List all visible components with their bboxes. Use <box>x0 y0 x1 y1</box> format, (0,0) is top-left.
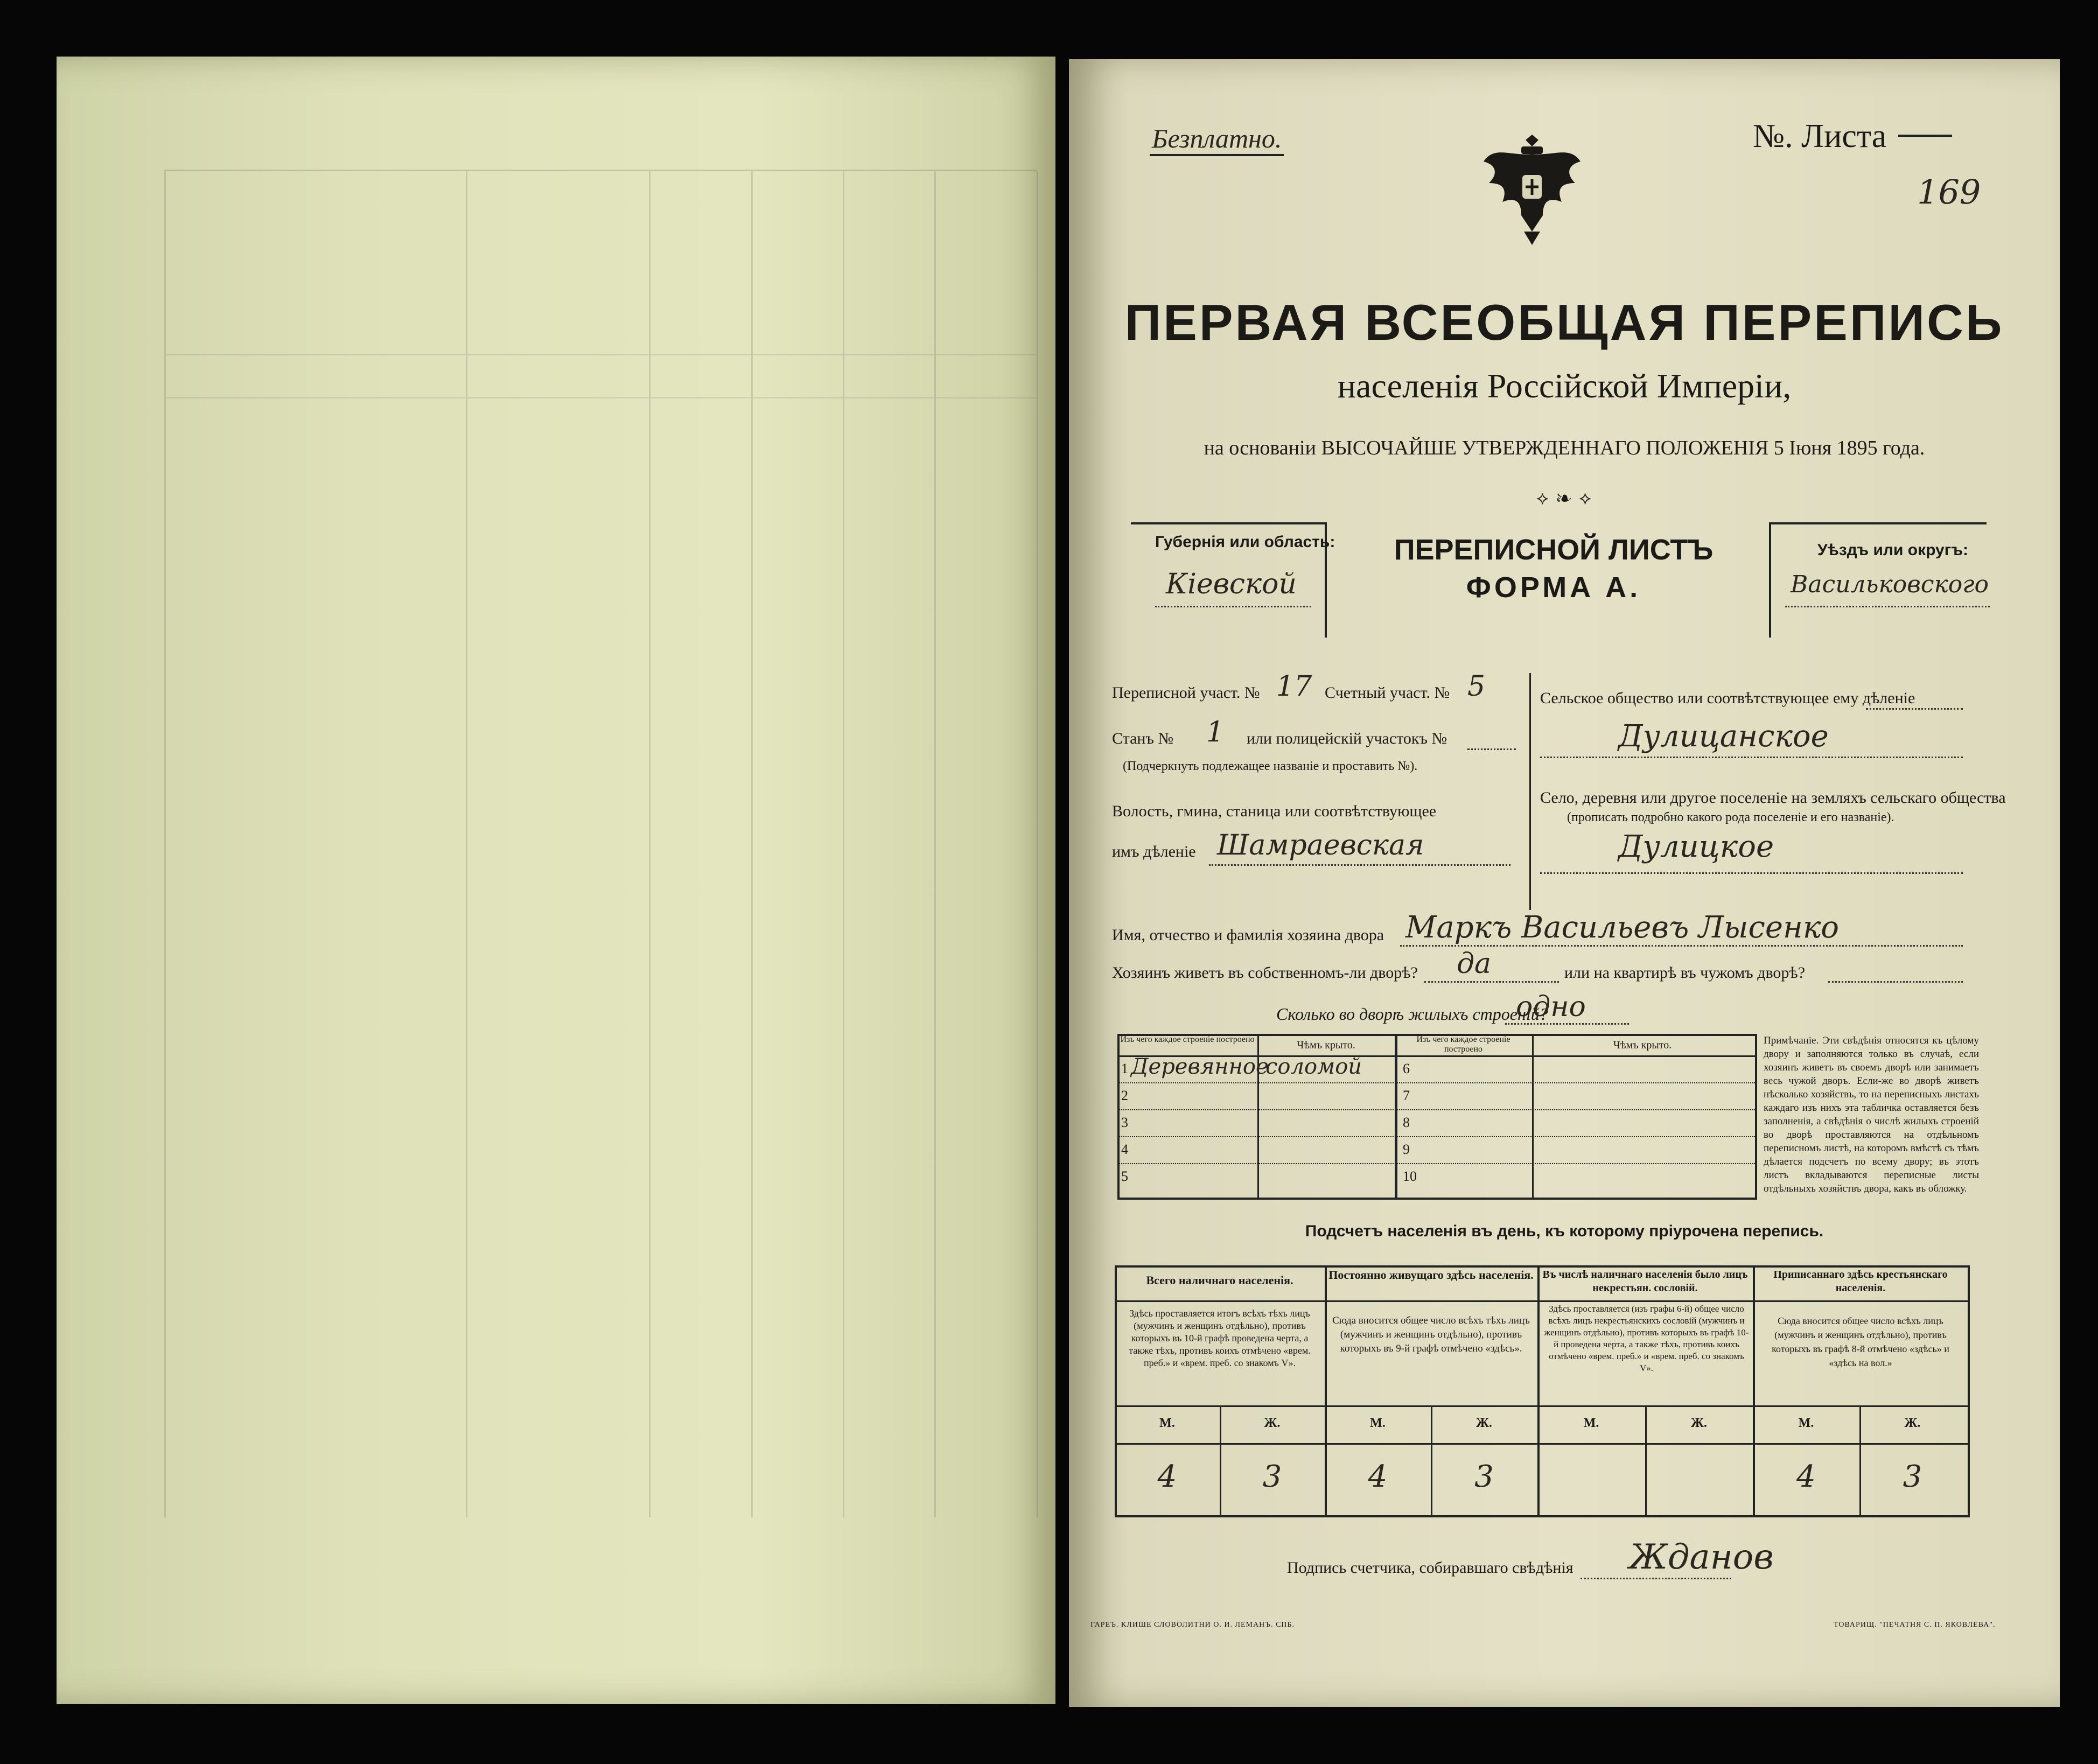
zh-label: Ж. <box>1476 1416 1492 1430</box>
owner-name-label: Имя, отчество и фамилія хозяина двора <box>1112 926 1384 944</box>
tally-col-2-m: 4 <box>1368 1459 1388 1494</box>
m-label: М. <box>1370 1416 1386 1430</box>
m-label: М. <box>1583 1416 1599 1430</box>
census-district-label: Переписной участ. № <box>1112 684 1260 702</box>
form-subtitle: населенія Россійской Имперіи, <box>1337 367 1792 405</box>
volost-label-2: имъ дѣленіе <box>1112 843 1196 860</box>
row-number: 5 <box>1121 1168 1128 1184</box>
buildings-note: Примѣчаніе. Эти свѣдѣнія относятся къ цѣлому двору и заполняются только въ случаѣ, если хозяинъ живетъ въ своемъ дворѣ или занимаетъ весь чужой дворъ. Если-же во дворѣ живетъ нѣсколько хозяйствъ, то на переписныхъ листахъ каждаго изъ нихъ эта табличка оставляется безъ заполненія, а свѣдѣнія о числѣ жилыхъ строеній во дворѣ проставляются на отдѣльномъ переписномъ листѣ, на которомъ вмѣстѣ съ тѣмъ дѣлается подсчетъ по всему двору; въ этотъ листъ вкладываются переписные листы отдѣльныхъ хозяйствъ двора, какъ въ обложку. <box>1764 1035 1979 1194</box>
tally-col-1-head: Всего наличнаго населенія. <box>1146 1273 1293 1287</box>
tally-col-4-zh: 3 <box>1903 1459 1922 1494</box>
row-material: Деревянное <box>1131 1054 1269 1079</box>
tally-col-4-desc: Сюда вносится общее число всѣхъ лицъ (мужчинъ и женщинъ отдѣльно), противъ которыхъ въ графѣ 8-й отмѣчено «здѣсь» и «здѣсь на вол.» <box>1772 1315 1949 1368</box>
left-imprint: ГАРЕЪ. КЛИШЕ СЛОВОЛИТНИ О. И. ЛЕМАНЪ. СПБ. <box>1090 1621 1295 1629</box>
buildings-count-value: одно <box>1516 991 1586 1023</box>
tally-col-3-head: Въ числѣ наличнаго населенія было лицъ некрестьян. сословій. <box>1542 1269 1748 1294</box>
row-number: 10 <box>1403 1168 1417 1184</box>
right-imprint: ТОВАРИЩ. "ПЕЧАТНЯ С. П. ЯКОВЛЕВА". <box>1834 1621 1996 1629</box>
signature-label: Подпись счетчика, собиравшаго свѣдѣнія <box>1287 1559 1574 1577</box>
row-number: 8 <box>1403 1115 1410 1130</box>
ornament-divider: ⟡ ❧ ⟡ <box>1536 487 1592 509</box>
left-page <box>57 57 1055 1704</box>
sheet-number-label: №. Листа <box>1753 118 1887 155</box>
village-label: Село, деревня или другое поселеніе на земляхъ сельскаго общества <box>1540 789 2006 807</box>
underline-note: (Подчеркнуть подлежащее названіе и проставить №). <box>1123 759 1418 773</box>
form-main-title: ПЕРВАЯ ВСЕОБЩАЯ ПЕРЕПИСЬ <box>1124 294 2004 351</box>
roof-column-header-2: Чѣмъ крыто. <box>1613 1039 1672 1051</box>
row-number: 1 <box>1121 1061 1128 1076</box>
free-label: Безплатно. <box>1150 123 1284 156</box>
tally-col-1-zh: 3 <box>1262 1459 1282 1494</box>
gubernia-value: Кіевской <box>1166 568 1297 600</box>
sheet-number-value: 169 <box>1917 172 1981 212</box>
zh-label: Ж. <box>1691 1416 1707 1430</box>
tally-col-1-desc: Здѣсь проставляется итогъ всѣхъ тѣхъ лицъ (мужчинъ и женщинъ отдѣльно), противъ которыхъ въ 10-й графѣ проведена черта, а также тѣхъ, противъ коихъ отмѣчено «врем. преб.» и «врем. преб. со знакомъ V». <box>1129 1308 1311 1368</box>
row-number: 7 <box>1403 1088 1410 1103</box>
society-label: Сельское общество или соотвѣтствующее ему дѣленіе <box>1540 689 1915 707</box>
tally-col-2-head: Постоянно живущаго здѣсь населенія. <box>1328 1268 1534 1282</box>
enumerator-signature: Жданов <box>1629 1537 1774 1577</box>
police-district-label: или полицейскій участокъ № <box>1247 730 1447 747</box>
tally-title: Подсчетъ населенія въ день, къ которому пріурочена перепись. <box>1305 1222 1824 1240</box>
bleed-through-grid <box>164 170 1037 1517</box>
volost-label: Волость, гмина, станица или соотвѣтствующее <box>1112 802 1437 820</box>
tally-col-2-zh: 3 <box>1474 1459 1494 1494</box>
buildings-count-label: Сколько во дворѣ жилыхъ строеній? <box>1276 1004 1548 1024</box>
rent-yard-label: или на квартирѣ въ чужомъ дворѣ? <box>1564 964 1806 982</box>
stan-label: Станъ № <box>1112 730 1174 747</box>
zh-label: Ж. <box>1904 1416 1921 1430</box>
zh-label: Ж. <box>1264 1416 1281 1430</box>
tally-col-1-m: 4 <box>1157 1459 1177 1494</box>
form-type-title: ПЕРЕПИСНОЙ ЛИСТЪ <box>1394 534 1714 566</box>
m-label: М. <box>1798 1416 1814 1430</box>
row-number: 3 <box>1121 1115 1128 1130</box>
gubernia-label: Губернія или область: <box>1155 533 1335 551</box>
count-district-value: 5 <box>1467 670 1486 703</box>
stan-value: 1 <box>1206 716 1225 748</box>
m-label: М. <box>1159 1416 1175 1430</box>
form-legal-basis: на основаніи ВЫСОЧАЙШЕ УТВЕРЖДЕННАГО ПОЛОЖЕНІЯ 5 Іюня 1895 года. <box>1204 437 1925 459</box>
row-number: 9 <box>1403 1142 1410 1157</box>
tally-col-4-head: Приписаннаго здѣсь крестьянскаго населенія. <box>1773 1269 1948 1294</box>
roof-column-header: Чѣмъ крыто. <box>1297 1039 1355 1051</box>
village-value: Дулицкое <box>1618 829 1774 864</box>
material-column-header: Изъ чего каждое строеніе построено <box>1120 1035 1255 1044</box>
own-yard-value: да <box>1457 948 1491 980</box>
imperial-eagle-emblem <box>1478 124 1586 248</box>
tally-col-3-desc: Здѣсь проставляется (изъ графы 6-й) общее число всѣхъ лицъ некрестьянскихъ сословій (мужчинъ и женщинъ отдѣльно), противъ которыхъ въ графѣ 10-й проведена черта, а также тѣхъ, противъ коихъ отмѣчено «врем. преб.» и «врем. преб. со знакомъ V». <box>1544 1304 1749 1373</box>
form-type-letter: ФОРМА А. <box>1466 571 1641 604</box>
society-value: Дулицанское <box>1618 719 1829 754</box>
row-number: 2 <box>1121 1088 1128 1103</box>
tally-col-4-m: 4 <box>1796 1459 1816 1494</box>
uezd-value: Васильковского <box>1791 571 1989 598</box>
tally-col-2-desc: Сюда вносится общее число всѣхъ тѣхъ лицъ (мужчинъ и женщинъ отдѣльно), противъ которыхъ въ 9-й графѣ отмѣчено «здѣсь». <box>1332 1315 1530 1354</box>
uezd-label: Уѣздъ или округъ: <box>1817 541 1969 559</box>
count-district-label: Счетный участ. № <box>1325 684 1450 702</box>
census-district-value: 17 <box>1276 670 1312 703</box>
village-note: (прописать подробно какого рода поселеніе и его названіе). <box>1567 810 1894 824</box>
own-yard-label: Хозяинъ живетъ въ собственномъ-ли дворѣ? <box>1112 964 1418 982</box>
row-number: 6 <box>1403 1061 1410 1076</box>
row-roof: соломой <box>1265 1054 1362 1079</box>
material-column-header-2: Изъ чего каждое строеніе построено <box>1416 1035 1510 1054</box>
row-number: 4 <box>1121 1142 1128 1157</box>
census-form-page <box>1069 59 2060 1707</box>
volost-value: Шамраевская <box>1217 829 1424 862</box>
owner-name-value: Маркъ Васильевъ Лысенко <box>1405 910 1839 945</box>
